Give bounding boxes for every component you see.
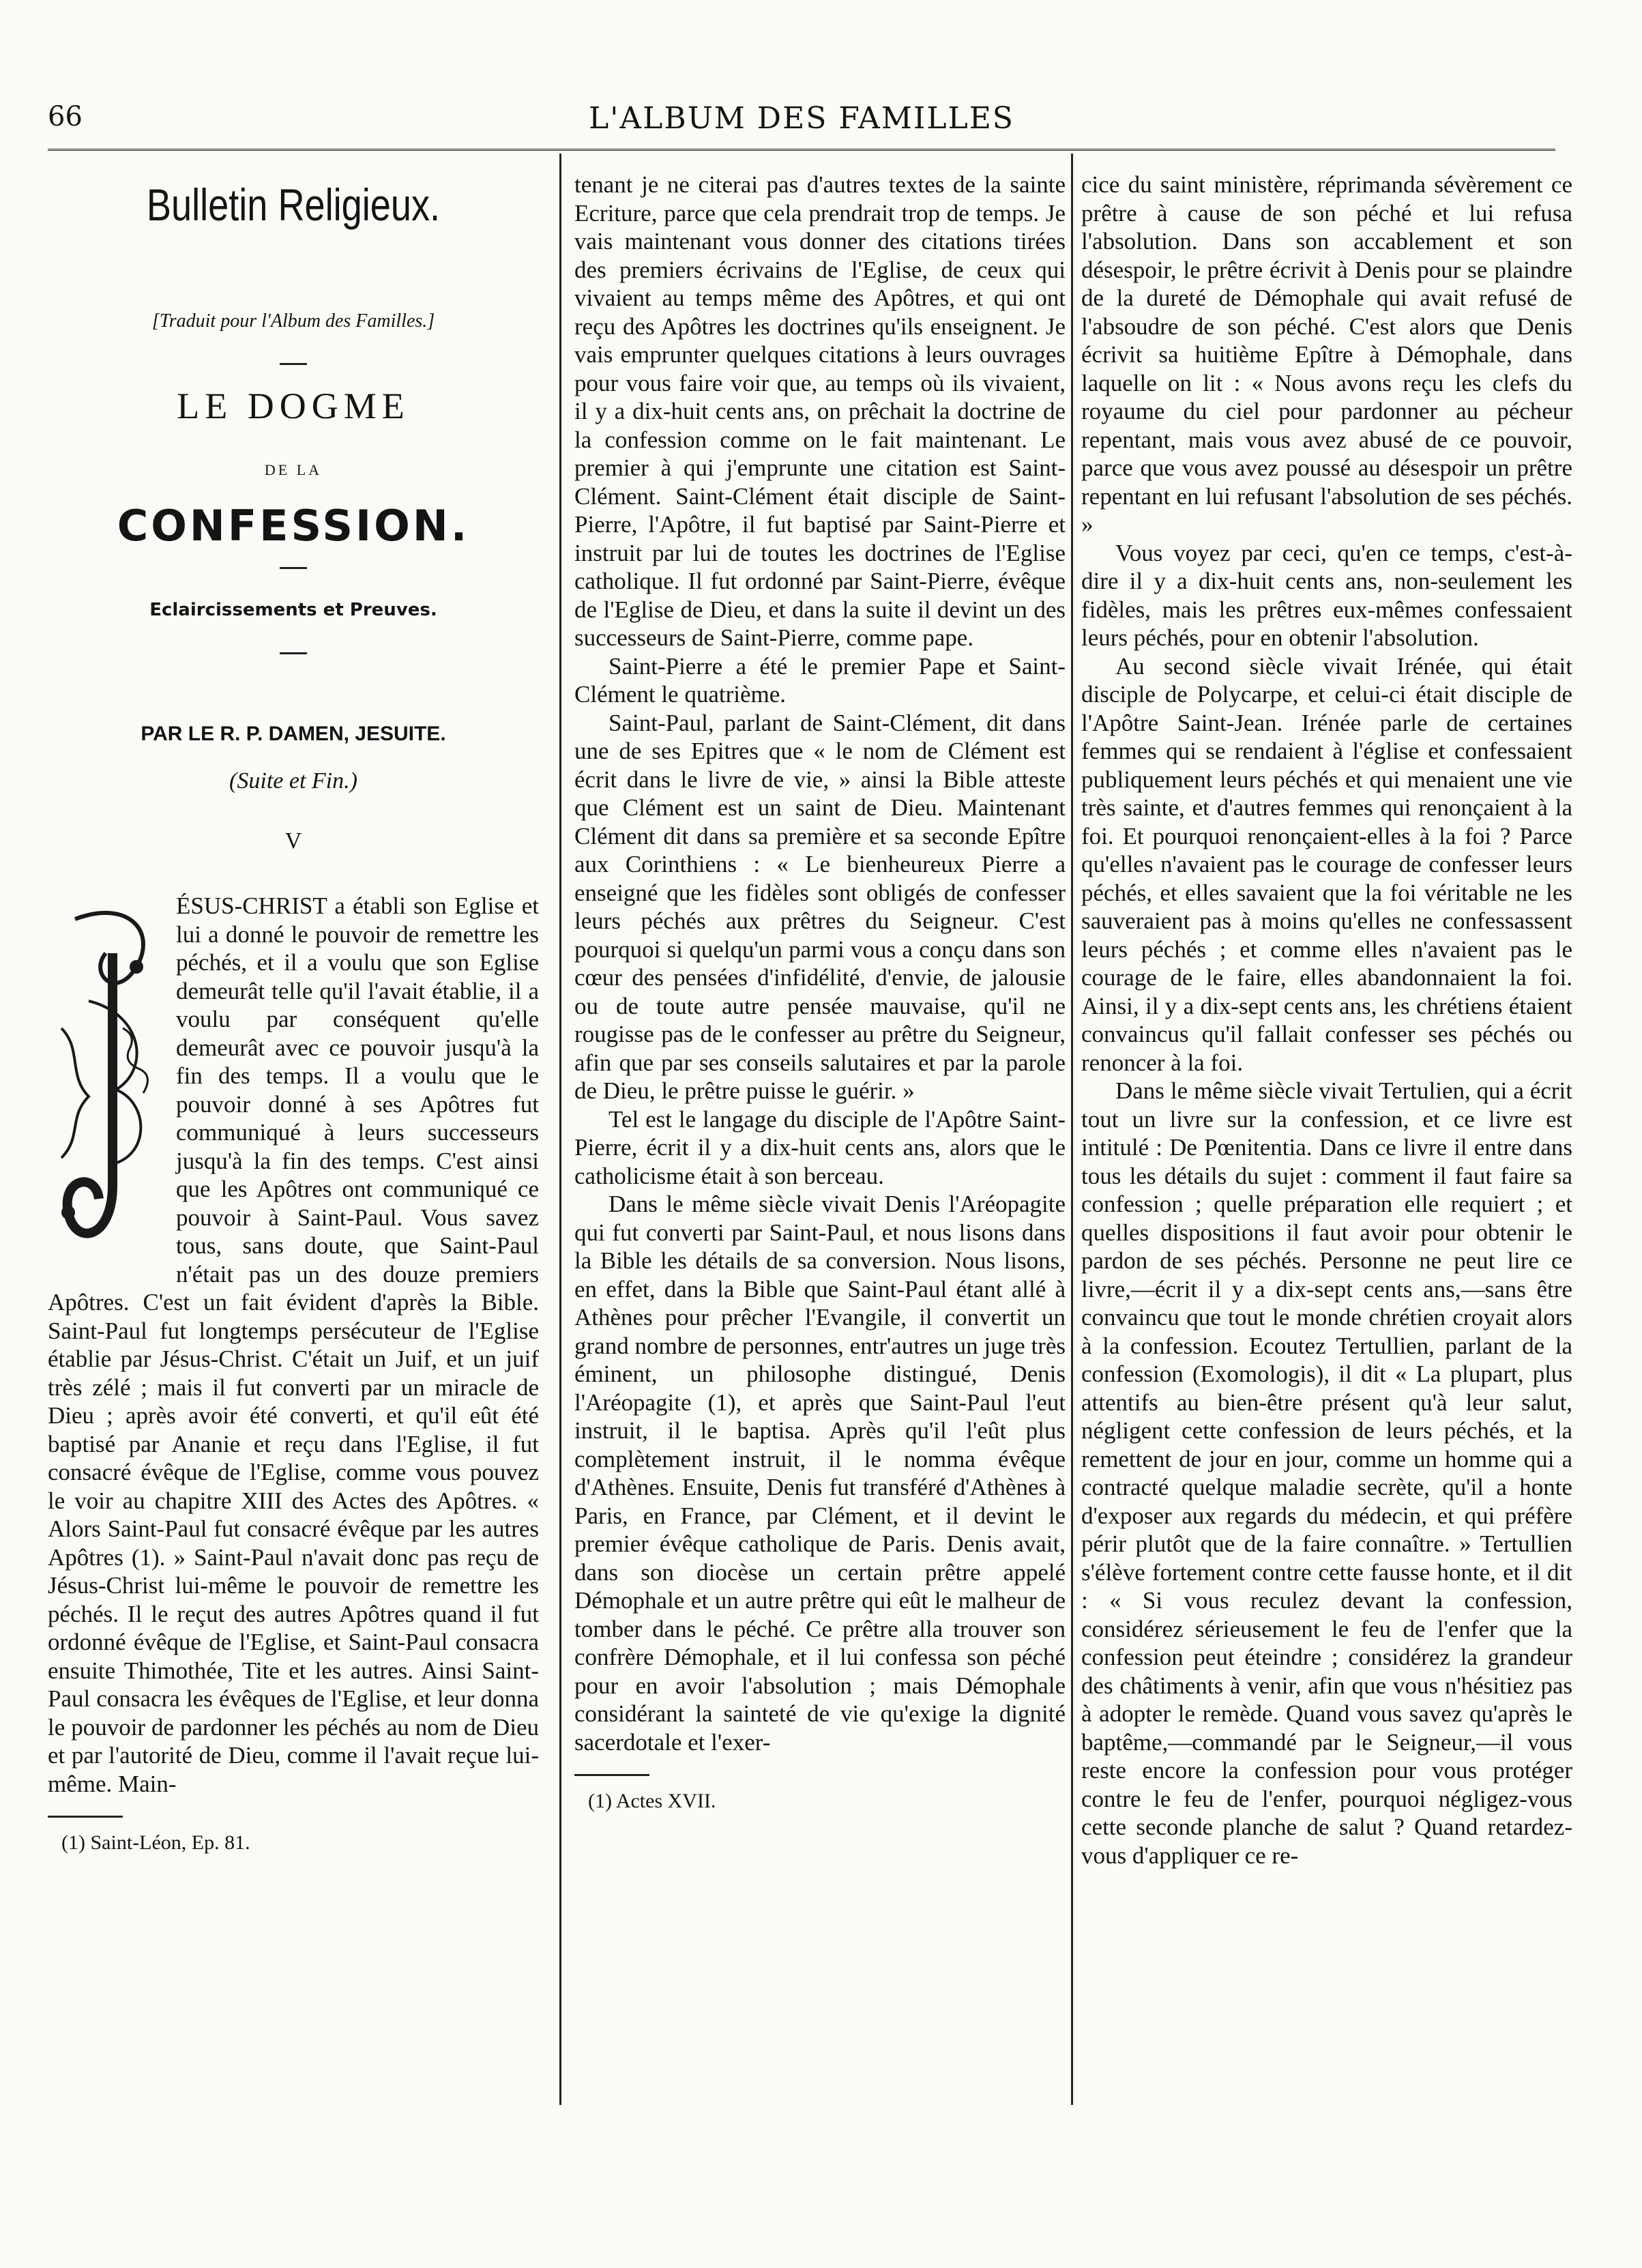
article-title-line2: DE LA bbox=[264, 461, 323, 478]
column-rule bbox=[559, 154, 561, 2105]
column-rule bbox=[1071, 154, 1073, 2105]
body-paragraph: Saint-Paul, parlant de Saint-Clément, dit dans une de ses Epitres que « le nom de Clément est écrit dans le livre de vie, » ainsi la Bible atteste que Clément est un saint de Dieu. Maintenant Clément dit dans sa première et sa seconde Epître aux Corinthiens : « Le bienheureux Pierre a enseigné que les fidèles sont obligés de confesser leurs péchés aux prêtres du Seigneur. C'est pourquoi si quelqu'un parmi vous a conçu dans son cœur des pensées d'infidélité, d'envie, de jalousie ou de toute autre pensée mauvaise, qu'il ne rougisse pas de le confesser au prêtre du Seigneur, afin que par ses conseils salutaires et par la parole de Dieu, le prêtre puisse le guérir. » bbox=[574, 709, 1066, 1104]
separator-dash bbox=[280, 363, 307, 365]
bulletin-title: Bulletin Religieux. bbox=[146, 179, 441, 230]
footnote: (1) Actes XVII. bbox=[588, 1790, 716, 1812]
column-3 bbox=[1081, 171, 1572, 2245]
column-1 bbox=[48, 171, 539, 2245]
body-paragraph: Au second siècle vivait Irénée, qui était disciple de Polycarpe, et celui-ci était disciple de l'Apôtre Saint-Jean. Irénée parle de certaines femmes qui se rendaient à l'église et confessaient publiquement leurs péchés et qui menaient une vie très sainte, et d'autres femmes qui renonçaient à la foi. Et pourquoi renonçaient-elles à la foi ? Parce qu'elles n'avaient pas le courage de confesser leurs péchés, et elles savaient que la foi véritable ne les sauveraient pas à moins qu'elles ne confessassent leurs péchés ; et comme elles n'avaient pas le courage de le faire, elles abandonnaient la foi. Ainsi, il y a dix-sept cents ans, les chrétiens étaient convaincus qu'il fallait confesser ses péchés ou renoncer à la foi. bbox=[1081, 652, 1572, 1076]
body-paragraph: Vous voyez par ceci, qu'en ce temps, c'est-à-dire il y a dix-huit cents ans, non-seulement les fidèles, mais les prêtres eux-mêmes confessaient leurs péchés, pour en obtenir l'absolution. bbox=[1081, 539, 1572, 651]
body-paragraph: cice du saint ministère, réprimanda sévèrement ce prêtre à cause de son péché et lui refusa l'absolution. Dans son accablement et son désespoir, le prêtre écrivit à Denis pour se plaindre de la dureté de Démophale qui avait refusé de l'absoudre de son péché. C'est alors que Denis écrivit sa huitième Epître à Démophale, dans laquelle on lit : « Nous avons reçu les clefs du royaume du ciel pour pardonner au pécheur repentant, mais vous avez abusé de ce pouvoir, parce que vous avez poussé au désespoir un prêtre repentant en lui refusant l'absolution de ses péchés. » bbox=[1081, 171, 1572, 538]
separator-dash bbox=[280, 652, 307, 654]
header-rule bbox=[48, 149, 1555, 151]
body-paragraph: Dans le même siècle vivait Tertulien, qui a écrit tout un livre sur la confession, et ce livre est intitulé : De Pœnitentia. Dans ce livre il entre dans tous les détails du sujet : comment il faut faire sa confession ; quelle préparation elle requiert ; et quelles dispositions il faut avoir pour obtenir le pardon de ses péchés. Personne ne peut lire ce livre,—écrit il y a dix-sept cents ans,—sans être convaincu que tout le monde chrétien croyait alors à la confession. Ecoutez Tertullien, parlant de la confession (Exomologis), il dit « La plupart, plus attentifs au bien-être présent qu'à leur salut, négligent cette confession de leurs péchés, et la remettent de jour en jour, comme un homme qui a contracté quelque maladie secrète, qu'il a honte d'exposer aux regards du médecin, et qui préfère périr plutôt que de la faire connaître. » Tertullien s'élève fortement contre cette fausse honte, et il dit : « Si vous reculez devant la confession, considérez sérieusement le feu de l'enfer que la confession peut éteindre ; considérez la grandeur des châtiments à venir, afin que vous n'hésitiez pas à adopter le remède. Quand vous savez qu'après le baptême,—commandé par le Seigneur,—il vous reste encore la confession pour vous protéger contre le feu de l'enfer, pourquoi négligez-vous cette seconde planche de salut ? Quand retardez-vous d'appliquer ce re- bbox=[1081, 1077, 1572, 1869]
continuation-note: (Suite et Fin.) bbox=[229, 768, 357, 794]
body-paragraph: ÉSUS-CHRIST a établi son Eglise et lui a donné le pouvoir de remettre les péchés, et il a voulu que son Eglise demeurât telle qu'il l'avait établie, il a voulu par conséquent qu'elle demeurât avec ce pouvoir jusqu'à la fin des temps. Il a voulu que le pouvoir donné à ses Apôtres fut communiqué à leurs successeurs jusqu'à la fin des temps. C'est ainsi que les Apôtres ont communiqué ce pouvoir à Saint-Paul. Vous savez tous, sans doute, que Saint-Paul n'était pas un des douze premiers Apôtres. C'est un fait évident d'après la Bible. Saint-Paul fut longtemps persécuteur de l'Eglise établie par Jésus-Christ. C'était un Juif, et un juif très zélé ; mais il fut converti par un miracle de Dieu ; après avoir été converti, et qu'il eût été baptisé par Ananie et reçu dans l'Eglise, il fut consacré évêque de l'Eglise, comme vous pouvez le voir au chapitre XIII des Actes des Apôtres. « Alors Saint-Paul fut consacré évêque par les autres Apôtres (1). » Saint-Paul n'avait donc pas reçu de Jésus-Christ lui-même le pouvoir de remettre les péchés. Il le reçut des autres Apôtres quand il fut ordonné évêque de l'Eglise, et Saint-Paul consacra ensuite Thimothée, Tite et les autres. Ainsi Saint-Paul consacra les évêques de l'Eglise, et leur donna le pouvoir de pardonner les péchés au nom de Dieu et par l'autorité de Dieu, comme il l'avait reçue lui-même. Main- bbox=[48, 892, 539, 1797]
article-title-line1: LE DOGME bbox=[177, 385, 410, 426]
article-subtitle: Eclaircissements et Preuves. bbox=[149, 600, 437, 620]
article-title-main: CONFESSION. bbox=[117, 500, 470, 551]
page-number: 66 bbox=[48, 101, 83, 132]
section-number: V bbox=[284, 828, 302, 854]
body-paragraph: tenant je ne citerai pas d'autres textes de la sainte Ecriture, parce que cela prendrait trop de temps. Je vais maintenant vous donner des citations tirées des premiers écrivains de l'Eglise, de ceux qui vivaient au temps même des Apôtres, et qui ont reçu des Apôtres les doctrines qu'ils enseignent. Je vais emprunter quelques citations à leurs ouvrages pour vous faire voir que, au temps où ils vivaient, il y a dix-huit cents ans, on prêchait la doctrine de la confession comme on le fait maintenant. Le premier à qui j'emprunte une citation est Saint-Clément. Saint-Clément était disciple de Saint-Pierre, l'Apôtre, il fut baptisé par Saint-Pierre et instruit par lui de toutes les doctrines de l'Eglise catholique. Il fut ordonné par Saint-Pierre, évêque de l'Eglise de Dieu, et dans la suite il devint un des successeurs de Saint-Pierre, comme pape. bbox=[574, 171, 1066, 651]
body-paragraph: Tel est le langage du disciple de l'Apôtre Saint-Pierre, écrit il y a dix-huit cents ans, alors que le catholicisme était à son berceau. bbox=[574, 1105, 1066, 1189]
footnote-rule bbox=[48, 1816, 123, 1818]
translation-credit: [Traduit pour l'Album des Familles.] bbox=[151, 310, 435, 332]
footnote-rule bbox=[574, 1774, 649, 1776]
body-paragraph: Saint-Pierre a été le premier Pape et Saint-Clément le quatrième. bbox=[574, 652, 1066, 708]
column-2 bbox=[574, 171, 1066, 2245]
separator-dash bbox=[280, 567, 307, 569]
page-header bbox=[48, 101, 1555, 142]
article-author: PAR LE R. P. DAMEN, JESUITE. bbox=[141, 722, 446, 745]
body-paragraph: Dans le même siècle vivait Denis l'Aréopagite qui fut converti par Saint-Paul, et nous lisons dans la Bible les détails de sa conversion. Nous lisons, en effet, dans la Bible que Saint-Paul étant allé à Athènes pour prêcher l'Evangile, il convertit un grand nombre de personnes, entr'autres un juge très éminent, un philosophe distingué, Denis l'Aréopagite (1), et après que Saint-Paul l'eut instruit, il le baptisa. Après qu'il l'eût plus complètement instruit, il le nomma évêque d'Athènes. Ensuite, Denis fut transféré d'Athènes à Paris, en France, par Clément, et il devint le premier évêque catholique de Paris. Denis avait, dans son diocèse un certain prêtre appelé Démophale et un autre prêtre qui eût le malheur de tomber dans le péché. Ce prêtre alla trouver son confrère Démophale, et il lui confessa son péché pour en avoir l'absolution ; mais Démophale considérant la sainteté de vie qu'exige la dignité sacerdotale et l'exer- bbox=[574, 1191, 1066, 1756]
running-title: L'ALBUM DES FAMILLES bbox=[589, 101, 1014, 136]
ornate-dropcap-icon bbox=[48, 892, 164, 1274]
footnote: (1) Saint-Léon, Ep. 81. bbox=[61, 1831, 250, 1854]
